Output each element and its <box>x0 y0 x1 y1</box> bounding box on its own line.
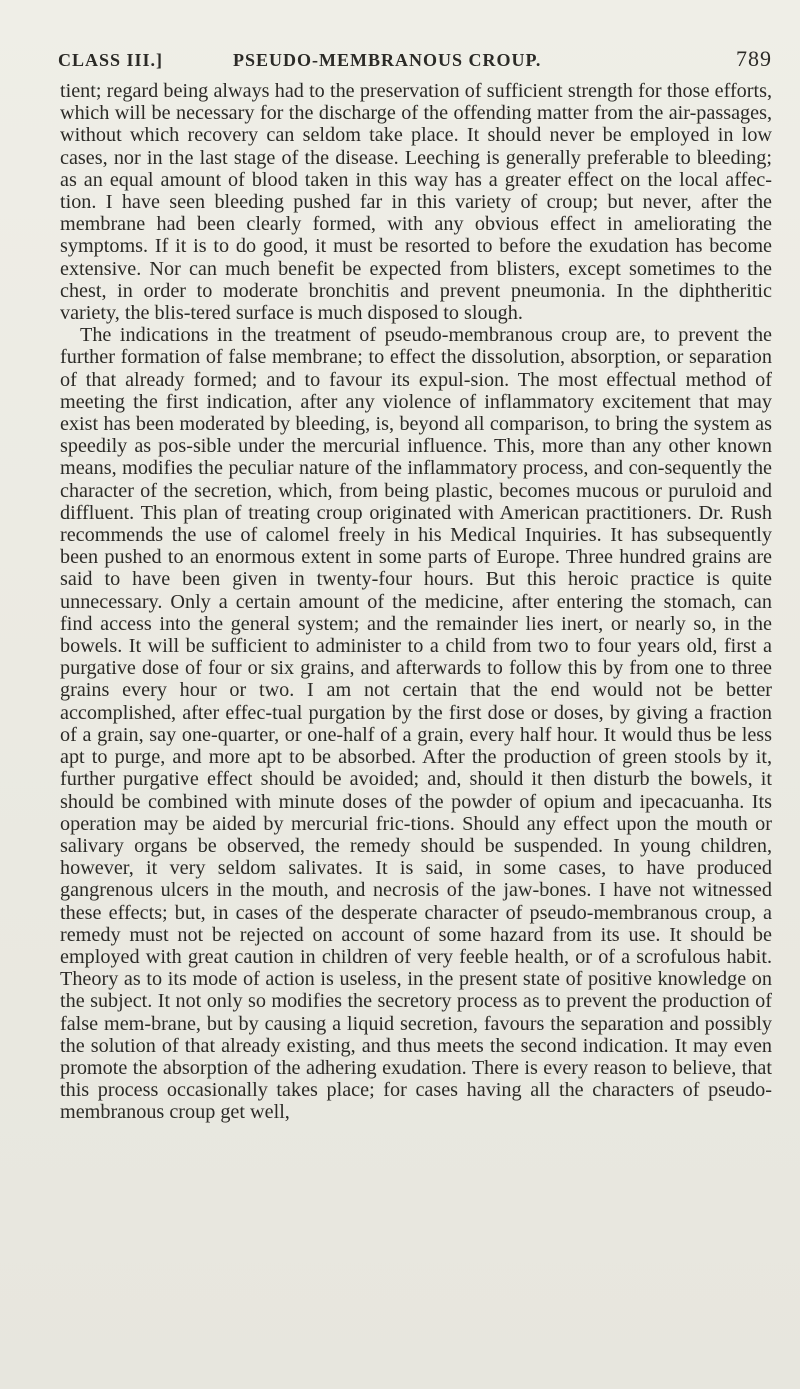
header-section-label: CLASS III.] <box>58 50 164 70</box>
paragraph-continued: tient; regard being always had to the preservation of sufficient strength for those efforts, which will be necessary for the discharge of the offending matter from the air-passages, without which recovery can seldom take place. It should never be employed in low cases, nor in the last stage of the disease. Leeching is generally preferable to bleeding; as an equal amount of blood taken in this way has a greater effect on the local affec-tion. I have seen bleeding pushed far in this variety of croup; but never, after the membrane had been clearly formed, with any obvious effect in ameliorating the symptoms. If it is to do good, it must be resorted to before the exudation has become extensive. Nor can much benefit be expected from blisters, except sometimes to the chest, in order to moderate bronchitis and prevent pneumonia. In the diphtheritic variety, the blis-tered surface is much disposed to slough. <box>60 80 772 325</box>
page-number: 789 <box>736 46 772 71</box>
header-chapter-title: PSEUDO-MEMBRANOUS CROUP. <box>233 50 542 70</box>
body-text <box>60 80 772 1124</box>
running-head <box>58 44 772 76</box>
paragraph-treatment-indications: The indications in the treatment of pseudo-membranous croup are, to prevent the further formation of false membrane; to effect the dissolution, absorption, or separation of that already formed; and to favour its expul-sion. The most effectual method of meeting the first indication, after any violence of inflammatory excitement that may exist has been moderated by bleeding, is, beyond all comparison, to bring the system as speedily as pos-sible under the mercurial influence. This, more than any other known means, modifies the peculiar nature of the inflammatory process, and con-sequently the character of the secretion, which, from being plastic, becomes mucous or puruloid and diffluent. This plan of treating croup originated with American practitioners. Dr. Rush recommends the use of calomel freely in his Medical Inquiries. It has subsequently been pushed to an enormous extent in some parts of Europe. Three hundred grains are said to have been given in twenty-four hours. But this heroic practice is quite unnecessary. Only a certain amount of the medicine, after entering the stomach, can find access into the general system; and the remainder lies inert, or nearly so, in the bowels. It will be sufficient to administer to a child from two to four years old, first a purgative dose of four or six grains, and afterwards to follow this by from one to three grains every hour or two. I am not certain that the end would not be better accomplished, after effec-tual purgation by the first dose or doses, by giving a fraction of a grain, say one-quarter, or one-half of a grain, every half hour. It would thus be less apt to purge, and more apt to be absorbed. After the production of green stools by it, further purgative effect should be avoided; and, should it then disturb the bowels, it should be combined with minute doses of the powder of opium and ipecacuanha. Its operation may be aided by mercurial fric-tions. Should any effect upon the mouth or salivary organs be observed, the remedy should be suspended. In young children, however, it very seldom salivates. It is said, in some cases, to have produced gangrenous ulcers in the mouth, and necrosis of the jaw-bones. I have not witnessed these effects; but, in cases of the desperate character of pseudo-membranous croup, a remedy must not be rejected on account of some hazard from its use. It should be employed with great caution in children of very feeble health, or of a scrofulous habit. Theory as to its mode of action is useless, in the present state of positive knowledge on the subject. It not only so modifies the secretory process as to prevent the production of false mem-brane, but by causing a liquid secretion, favours the separation and possibly the solution of that already existing, and thus meets the second indication. It may even promote the absorption of the adhering exudation. There is every reason to believe, that this process occasionally takes place; for cases having all the characters of pseudo-membranous croup get well, <box>60 324 772 1124</box>
